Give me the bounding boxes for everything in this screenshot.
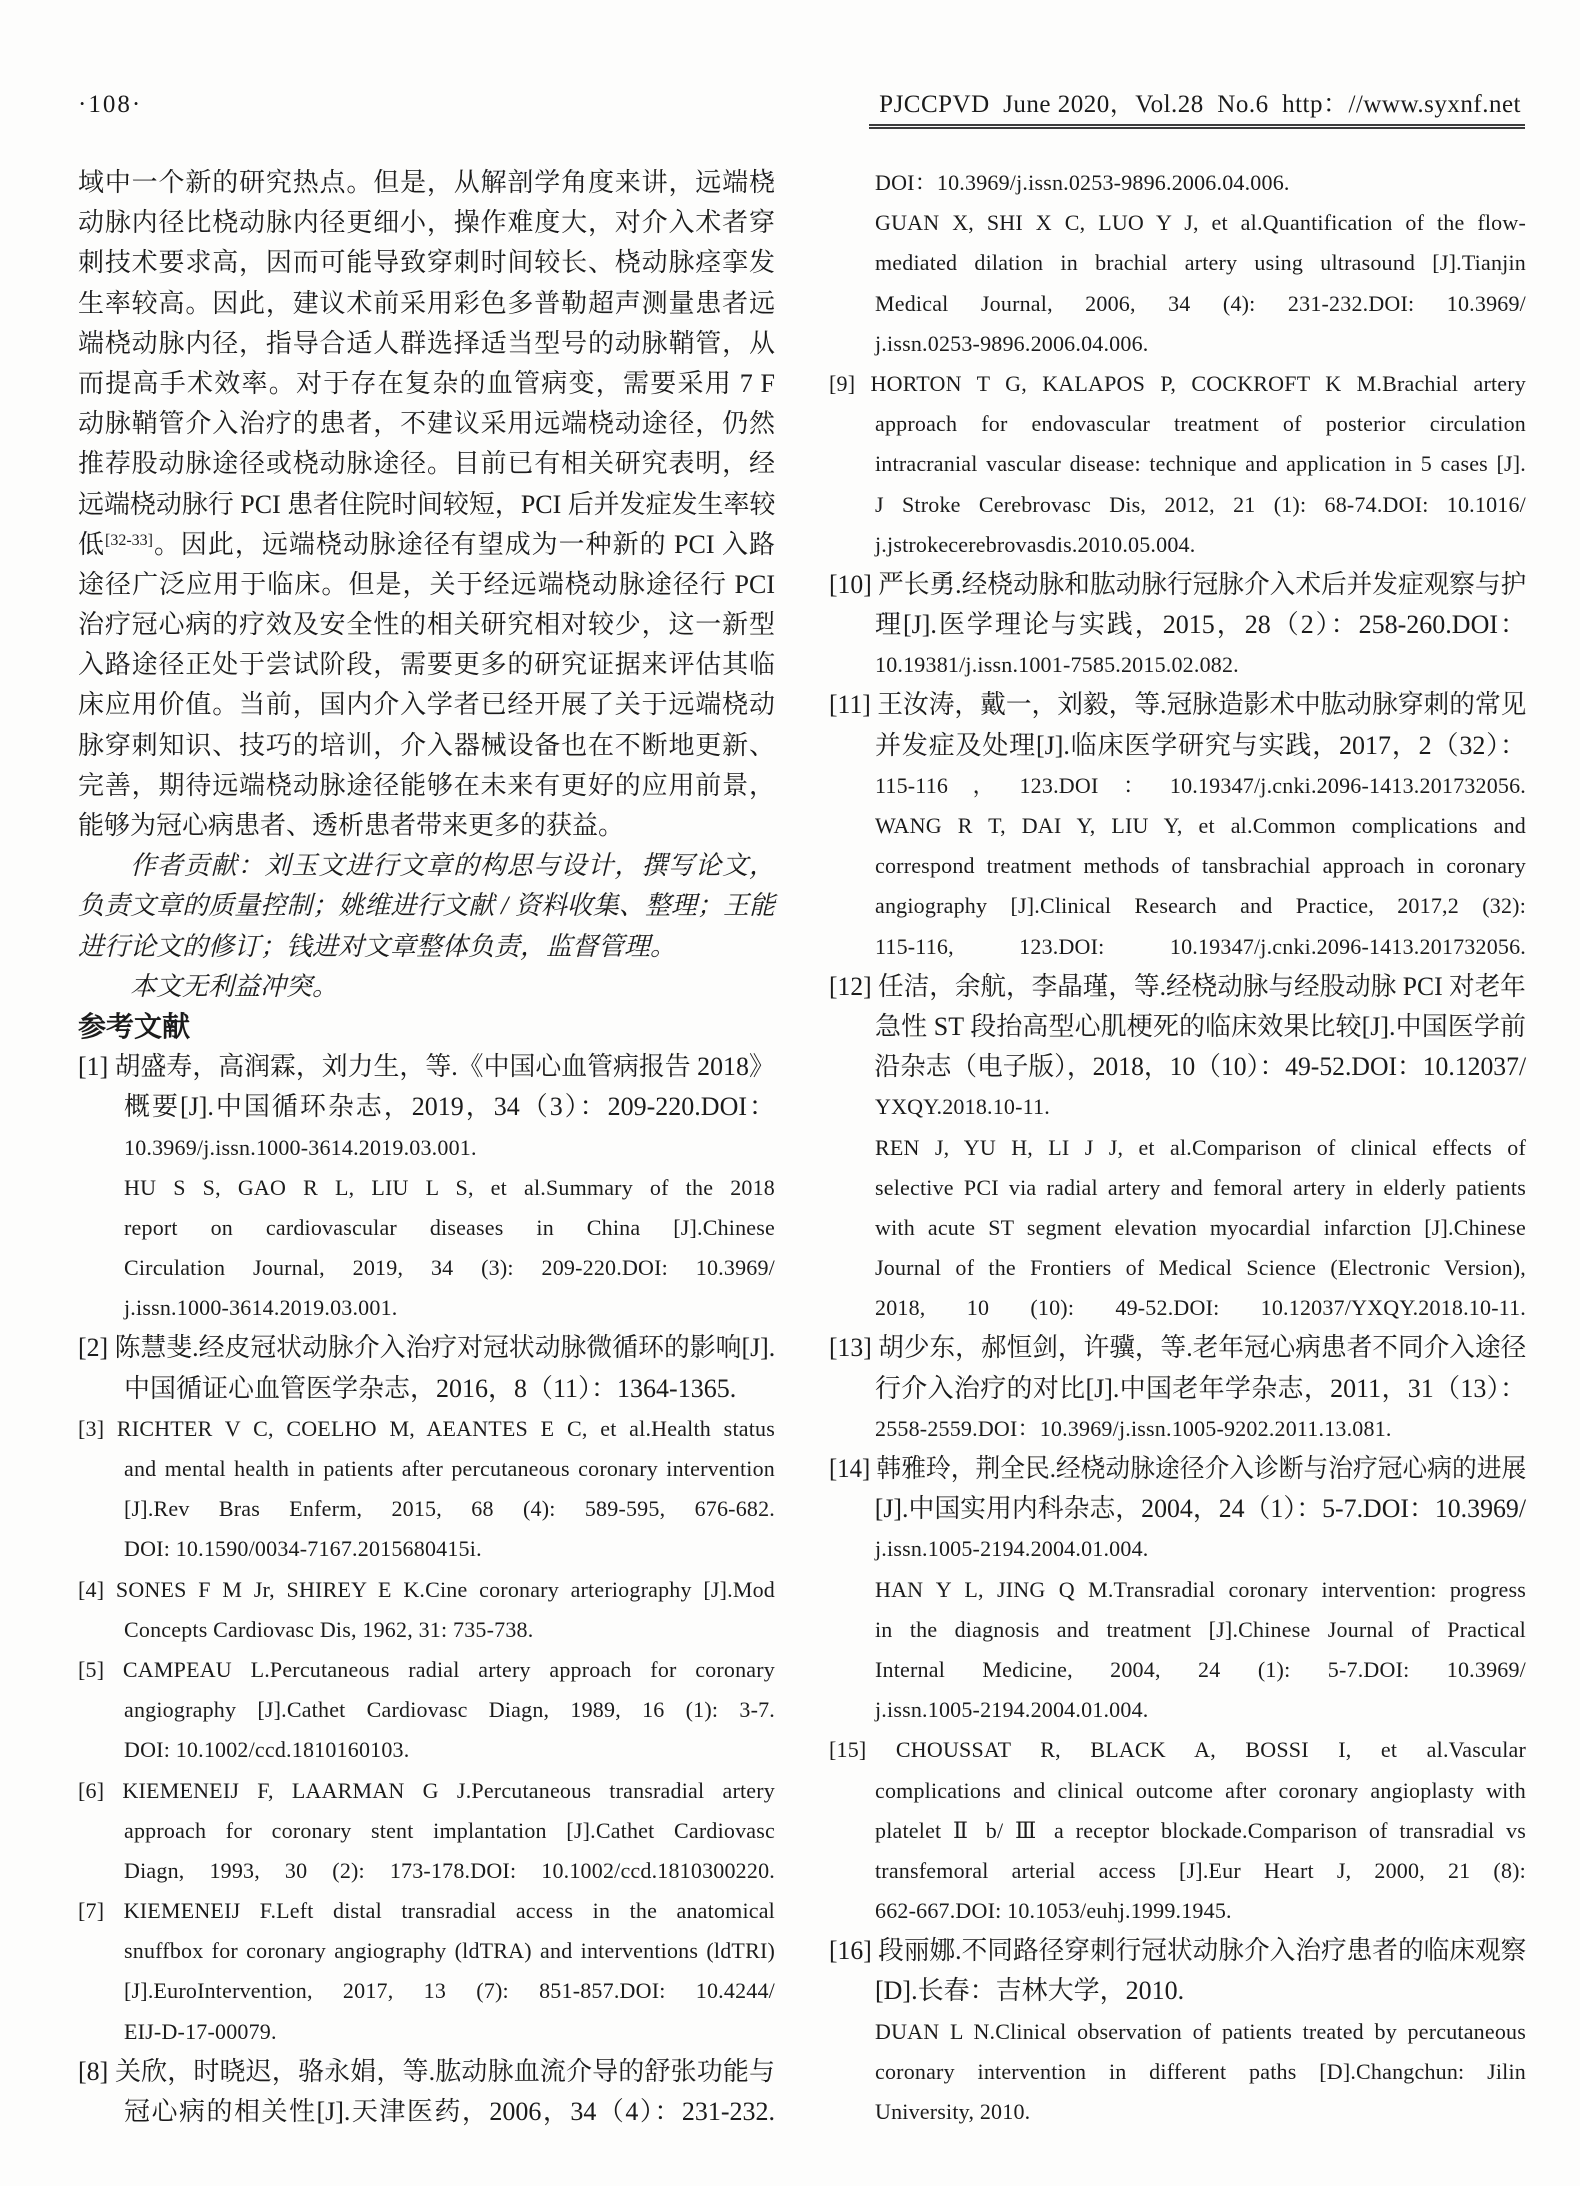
- reference-continuation-line: with acute ST segment elevation myocardial infarction [J].Chinese: [875, 1214, 1526, 1240]
- reference-continuation-line: 行介入治疗的对比[J].中国老年学杂志，2011，31（13）：: [875, 1373, 1526, 1403]
- reference-first-line: [12] 任洁，余航，李晶瑾，等.经桡动脉与经股动脉 PCI 对老年: [829, 971, 1526, 1001]
- reference-continuation-line: DUAN L N.Clinical observation of patients treated by percutaneous: [875, 2018, 1526, 2044]
- text-fragment: 。因此，远端桡动脉途径有望成为一种新的 PCI 入路: [152, 529, 775, 559]
- reference-continuation-line: 理[J].医学理论与实践，2015，28（2）：258-260.DOI：: [875, 610, 1526, 640]
- reference-first-line: [3] RICHTER V C, COELHO M, AEANTES E C, et al.Health status: [78, 1415, 775, 1441]
- body-text-line: 能够为冠心病患者、透析患者带来更多的获益。: [78, 811, 625, 840]
- reference-continuation-line: [J].Rev Bras Enferm, 2015, 68 (4): 589-595, 676-682.: [124, 1496, 775, 1522]
- two-column-text-body: [78, 163, 1525, 2132]
- reference-continuation-line: j.issn.1000-3614.2019.03.001.: [124, 1295, 398, 1321]
- body-text-line: 生率较高。因此，建议术前采用彩色多普勒超声测量患者远: [78, 288, 775, 318]
- body-text-line: [78, 525, 775, 565]
- reference-first-line: [7] KIEMENEIJ F.Left distal transradial access in the anatomical: [78, 1898, 775, 1924]
- author-contribution-line: 进行论文的修订；钱进对文章整体负责，监督管理。: [78, 931, 677, 961]
- reference-continuation-line: [D].长春：吉林大学，2010.: [875, 1976, 1185, 2006]
- reference-continuation-line: GUAN X, SHI X C, LUO Y J, et al.Quantification of the flow-: [875, 210, 1526, 236]
- body-text-line: 端桡动脉内径，指导合适人群选择适当型号的动脉鞘管，从: [78, 328, 775, 358]
- reference-continuation-line: 2558-2559.DOI：10.3969/j.issn.1005-9202.2011.13.081.: [875, 1415, 1392, 1441]
- reference-continuation-line: REN J, YU H, LI J J, et al.Comparison of clinical effects of: [875, 1134, 1526, 1160]
- reference-continuation-line: correspond treatment methods of tansbrachial approach in coronary: [875, 853, 1526, 879]
- reference-continuation-line: Circulation Journal, 2019, 34 (3): 209-220.DOI: 10.3969/: [124, 1255, 775, 1281]
- reference-continuation-line: report on cardiovascular diseases in China [J].Chinese: [124, 1214, 775, 1240]
- reference-first-line: [15] CHOUSSAT R, BLACK A, BOSSI I, et al.Vascular: [829, 1737, 1526, 1763]
- body-text-line: 动脉内径比桡动脉内径更细小，操作难度大，对介入术者穿: [78, 208, 775, 238]
- reference-continuation-line: WANG R T, DAI Y, LIU Y, et al.Common complications and: [875, 813, 1526, 838]
- reference-continuation-line: Diagn, 1993, 30 (2): 173-178.DOI: 10.1002/ccd.1810300220.: [124, 1857, 775, 1883]
- reference-continuation-line: mediated dilation in brachial artery using ultrasound [J].Tianjin: [875, 250, 1526, 276]
- reference-first-line: [11] 王汝涛，戴一，刘毅，等.冠脉造影术中肱动脉穿刺的常见: [829, 690, 1527, 720]
- body-text-line: 完善，期待远端桡动脉途径能够在未来有更好的应用前景，: [78, 770, 775, 800]
- reference-first-line: [10] 严长勇.经桡动脉和肱动脉行冠脉介入术后并发症观察与护: [829, 569, 1527, 599]
- reference-continuation-line: coronary intervention in different paths [D].Changchun: Jilin: [875, 2058, 1526, 2084]
- reference-continuation-line: selective PCI via radial artery and femoral artery in elderly patients: [875, 1174, 1526, 1200]
- reference-continuation-line: platelet Ⅱ b/ Ⅲ a receptor blockade.Comparison of transradial vs: [875, 1817, 1526, 1843]
- reference-continuation-line: 沿杂志（电子版），2018，10（10）：49-52.DOI：10.12037/: [874, 1052, 1527, 1082]
- reference-continuation-line: snuffbox for coronary angiography (ldTRA) and interventions (ldTRI): [124, 1938, 775, 1964]
- reference-first-line: [8] 关欣，时晓迟，骆永娟，等.肱动脉血流介导的舒张功能与: [78, 2056, 775, 2086]
- reference-first-line: [1] 胡盛寿，高润霖，刘力生，等.《中国心血管病报告 2018》: [78, 1052, 775, 1082]
- reference-continuation-line: approach for endovascular treatment of posterior circulation: [875, 411, 1526, 437]
- reference-continuation-line: HU S S, GAO R L, LIU L S, et al.Summary of the 2018: [124, 1174, 775, 1200]
- references-heading: 参考文献: [78, 1010, 191, 1042]
- body-text-line: 刺技术要求高，因而可能导致穿刺时间较长、桡动脉痉挛发: [78, 248, 775, 278]
- reference-continuation-line: j.jstrokecerebrovasdis.2010.05.004.: [875, 531, 1196, 557]
- reference-first-line: [5] CAMPEAU L.Percutaneous radial artery approach for coronary: [78, 1656, 775, 1682]
- body-text-line: 治疗冠心病的疗效及安全性的相关研究相对较少，这一新型: [78, 610, 775, 640]
- reference-continuation-line: 中国循证心血管医学杂志，2016，8（11）：1364-1365.: [124, 1373, 737, 1403]
- body-text-line: 入路途径正处于尝试阶段，需要更多的研究证据来评估其临: [78, 650, 775, 680]
- reference-continuation-line: EIJ-D-17-00079.: [124, 2018, 277, 2044]
- reference-continuation-line: J Stroke Cerebrovasc Dis, 2012, 21 (1): 68-74.DOI: 10.1016/: [875, 491, 1526, 517]
- reference-first-line: [14] 韩雅玲，荆全民.经桡动脉途径介入诊断与治疗冠心病的进展: [829, 1454, 1527, 1483]
- reference-continuation-line: angiography [J].Cathet Cardiovasc Diagn, 1989, 16 (1): 3-7.: [124, 1697, 775, 1723]
- reference-continuation-line: complications and clinical outcome after coronary angioplasty with: [875, 1777, 1526, 1803]
- body-text-line: 床应用价值。当前，国内介入学者已经开展了关于远端桡动: [78, 690, 775, 720]
- reference-continuation-line: HAN Y L, JING Q M.Transradial coronary intervention: progress: [875, 1576, 1526, 1602]
- body-text-line: 而提高手术效率。对于存在复杂的血管病变，需要采用 7 F: [78, 368, 775, 398]
- reference-continuation-line: 662-667.DOI: 10.1053/euhj.1999.1945.: [875, 1898, 1232, 1924]
- superscript-citation: [32-33]: [104, 531, 153, 549]
- page-number: ·108·: [78, 91, 143, 118]
- reference-continuation-line: DOI: 10.1002/ccd.1810160103.: [124, 1737, 410, 1763]
- text-fragment: 低: [78, 529, 105, 559]
- reference-first-line: [9] HORTON T G, KALAPOS P, COCKROFT K M.Brachial artery: [829, 370, 1526, 396]
- author-contribution-line: 作者贡献：刘玉文进行文章的构思与设计，撰写论文，: [130, 851, 775, 881]
- reference-continuation-line: 并发症及处理[J].临床医学研究与实践，2017，2（32）：: [875, 730, 1526, 760]
- page-header: [78, 84, 1525, 129]
- body-text-line: 远端桡动脉行 PCI 患者住院时间较短，PCI 后并发症发生率较: [78, 489, 776, 519]
- reference-continuation-line: 115-116，123.DOI：10.19347/j.cnki.2096-1413.201732056.: [875, 772, 1526, 798]
- reference-continuation-line: 冠心病的相关性[J].天津医药，2006，34（4）：231-232.: [124, 2097, 775, 2126]
- reference-continuation-line: University, 2010.: [875, 2099, 1031, 2124]
- reference-continuation-line: j.issn.1005-2194.2004.01.004.: [875, 1536, 1149, 1562]
- reference-continuation-line: j.issn.1005-2194.2004.01.004.: [875, 1697, 1149, 1723]
- reference-continuation-line: Internal Medicine, 2004, 24 (1): 5-7.DOI: 10.3969/: [875, 1656, 1526, 1682]
- body-text-line: 域中一个新的研究热点。但是，从解剖学角度来讲，远端桡: [78, 168, 775, 197]
- reference-continuation-line: [J].中国实用内科杂志，2004，24（1）：5-7.DOI：10.3969/: [874, 1494, 1527, 1524]
- reference-continuation-line: DOI：10.3969/j.issn.0253-9896.2006.04.006.: [875, 170, 1290, 195]
- body-text-line: 动脉鞘管介入治疗的患者，不建议采用远端桡动途径，仍然: [78, 409, 775, 439]
- reference-continuation-line: [J].EuroIntervention, 2017, 13 (7): 851-857.DOI: 10.4244/: [124, 1978, 775, 2004]
- reference-continuation-line: intracranial vascular disease: technique and application in 5 cases [J].: [875, 451, 1526, 477]
- author-contribution-line: 本文无利益冲突。: [130, 971, 339, 1001]
- left-column: [78, 163, 775, 2132]
- reference-continuation-line: Concepts Cardiovasc Dis, 1962, 31: 735-738.: [124, 1616, 534, 1642]
- reference-continuation-line: and mental health in patients after percutaneous coronary intervention: [124, 1456, 775, 1481]
- reference-continuation-line: 10.19381/j.issn.1001-7585.2015.02.082.: [875, 652, 1239, 678]
- reference-continuation-line: 10.3969/j.issn.1000-3614.2019.03.001.: [124, 1134, 477, 1160]
- reference-continuation-line: in the diagnosis and treatment [J].Chinese Journal of Practical: [875, 1616, 1526, 1642]
- reference-continuation-line: DOI: 10.1590/0034-7167.2015680415i.: [124, 1536, 482, 1562]
- reference-first-line: [6] KIEMENEIJ F, LAARMAN G J.Percutaneous transradial artery: [78, 1777, 775, 1803]
- reference-first-line: [4] SONES F M Jr, SHIREY E K.Cine coronary arteriography [J].Mod: [78, 1576, 775, 1602]
- reference-first-line: [2] 陈慧斐.经皮冠状动脉介入治疗对冠状动脉微循环的影响[J].: [78, 1333, 776, 1363]
- reference-continuation-line: 115-116, 123.DOI: 10.19347/j.cnki.2096-1413.201732056.: [875, 933, 1526, 959]
- reference-continuation-line: YXQY.2018.10-11.: [875, 1094, 1050, 1120]
- right-column: [829, 163, 1526, 2132]
- reference-continuation-line: approach for coronary stent implantation [J].Cathet Cardiovasc: [124, 1817, 775, 1843]
- reference-continuation-line: 概要[J].中国循环杂志，2019，34（3）：209-220.DOI：: [124, 1092, 775, 1122]
- reference-first-line: [16] 段丽娜.不同路径穿刺行冠状动脉介入治疗患者的临床观察: [829, 1936, 1527, 1966]
- body-text-line: 脉穿刺知识、技巧的培训，介入器械设备也在不断地更新、: [78, 730, 775, 760]
- journal-info-line: PJCCPVD June 2020，Vol.28 No.6 http：//www.syxnf.net: [869, 84, 1525, 129]
- reference-continuation-line: transfemoral arterial access [J].Eur Heart J, 2000, 21 (8):: [875, 1857, 1526, 1883]
- reference-continuation-line: j.issn.0253-9896.2006.04.006.: [875, 330, 1149, 356]
- author-contribution-line: 负责文章的质量控制；姚维进行文献 / 资料收集、整理；王能: [78, 891, 775, 921]
- reference-first-line: [13] 胡少东，郝恒剑，许骥，等.老年冠心病患者不同介入途径: [829, 1333, 1527, 1363]
- reference-continuation-line: Medical Journal, 2006, 34 (4): 231-232.DOI: 10.3969/: [875, 290, 1526, 316]
- body-text-line: 途径广泛应用于临床。但是，关于经远端桡动脉途径行 PCI: [78, 569, 775, 599]
- reference-continuation-line: angiography [J].Clinical Research and Practice, 2017,2 (32):: [875, 893, 1526, 919]
- reference-continuation-line: Journal of the Frontiers of Medical Science (Electronic Version),: [875, 1255, 1526, 1281]
- reference-continuation-line: 急性 ST 段抬高型心肌梗死的临床效果比较[J].中国医学前: [875, 1011, 1526, 1041]
- reference-continuation-line: 2018, 10 (10): 49-52.DOI: 10.12037/YXQY.2018.10-11.: [875, 1295, 1526, 1321]
- body-text-line: 推荐股动脉途径或桡动脉途径。目前已有相关研究表明，经: [78, 449, 775, 479]
